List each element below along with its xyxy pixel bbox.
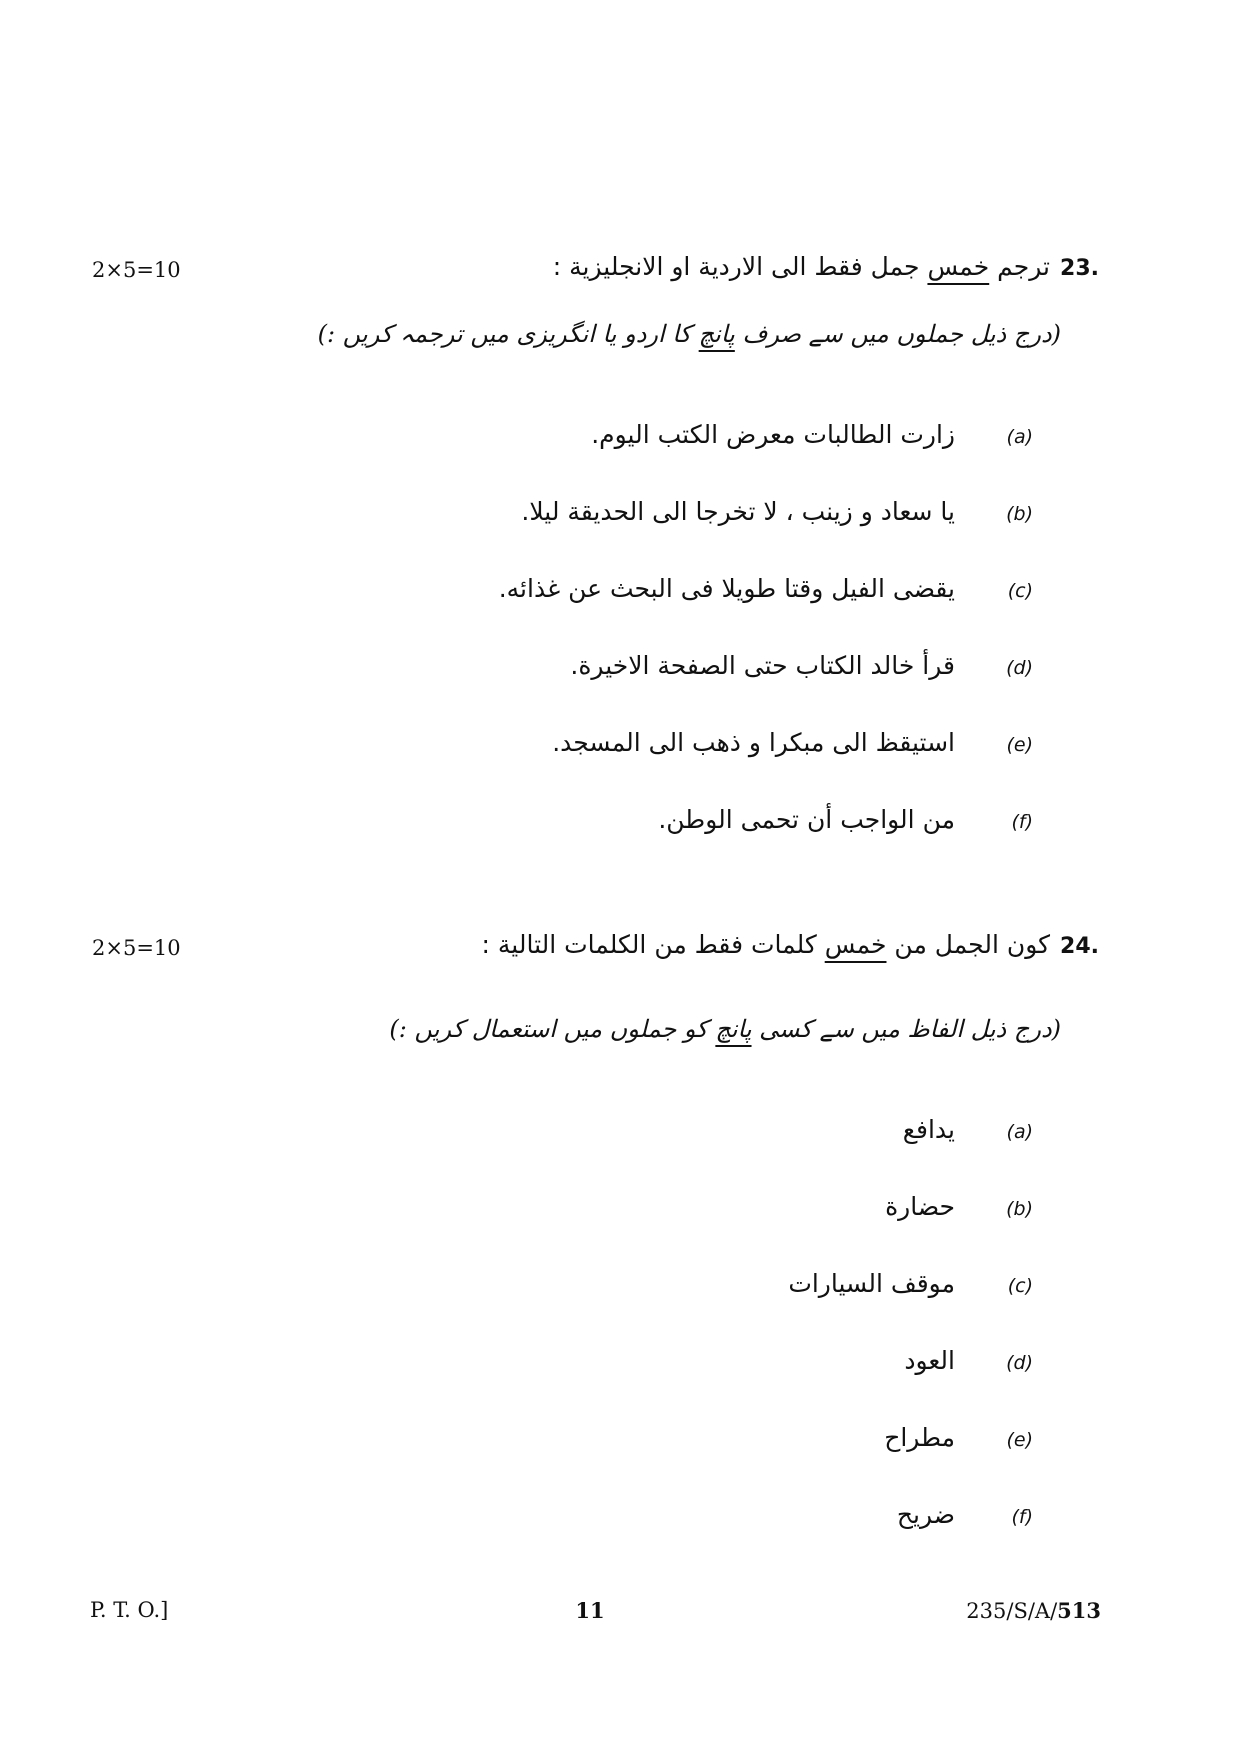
item-text: قرأ خالد الكتاب حتى الصفحة الاخيرة. (570, 651, 955, 680)
q24-item-a (903, 1115, 1033, 1144)
q24-number: 24. (1060, 934, 1099, 959)
item-label: (d) (1006, 1352, 1033, 1374)
item-text: يدافع (902, 1115, 955, 1144)
item-text: يا سعاد و زينب ، لا تخرجا الى الحديقة ليلا. (521, 497, 955, 526)
q24-header (482, 930, 1099, 959)
item-text: مطراح (884, 1423, 955, 1452)
q24-instruction-urdu: (درج ذیل الفاظ میں سے کسی پانچ کو جملوں میں استعمال کریں :) (389, 1015, 1061, 1043)
q23-item-a (591, 420, 1033, 449)
item-text: حضارة (885, 1192, 955, 1221)
q23-item-d (570, 651, 1033, 680)
q24-instruction-arabic: كون الجمل من خمس كلمات فقط من الكلمات التالية : (481, 930, 1051, 959)
item-label: (c) (1007, 1275, 1033, 1297)
item-label: (e) (1006, 1429, 1033, 1451)
footer-paper-code: 235/S/A/513 (966, 1598, 1101, 1623)
item-text: موقف السيارات (788, 1269, 955, 1298)
item-text: زارت الطالبات معرض الكتب اليوم. (591, 420, 955, 449)
q24-marks: 2×5=10 (92, 936, 181, 960)
q23-item-b (521, 497, 1033, 526)
q23-instruction-urdu: (درج ذیل جملوں میں سے صرف پانچ کا اردو یا انگریزی میں ترجمہ کریں :) (317, 320, 1061, 348)
q23-instruction-arabic: ترجم خمس جمل فقط الى الاردية او الانجليزية : (552, 252, 1051, 281)
q23-item-c (499, 574, 1033, 603)
item-text: يقضى الفيل وقتا طويلا فى البحث عن غذائه. (498, 574, 955, 603)
item-label: (b) (1006, 1198, 1033, 1220)
item-label: (a) (1006, 426, 1033, 448)
q23-header (553, 252, 1099, 281)
item-label: (f) (1011, 1506, 1033, 1528)
item-label: (a) (1006, 1121, 1033, 1143)
q24-item-e (884, 1423, 1033, 1452)
q23-item-f (658, 805, 1033, 834)
q24-item-b (885, 1192, 1033, 1221)
item-label: (c) (1007, 580, 1033, 602)
footer-page-number: 11 (575, 1598, 605, 1623)
item-label: (b) (1006, 503, 1033, 525)
item-text: ضريح (896, 1500, 955, 1529)
q24-item-d (904, 1346, 1033, 1375)
item-label: (d) (1006, 657, 1033, 679)
item-label: (e) (1006, 734, 1033, 756)
q23-underlined-word: خمس (927, 252, 990, 281)
item-text: من الواجب أن تحمى الوطن. (658, 805, 955, 834)
item-text: العود (904, 1346, 955, 1375)
item-text: استيقظ الى مبكرا و ذهب الى المسجد. (552, 728, 955, 757)
footer-pto: P. T. O.] (90, 1598, 169, 1622)
q23-marks: 2×5=10 (92, 258, 181, 282)
item-label: (f) (1011, 811, 1033, 833)
q24-item-f (897, 1500, 1033, 1529)
q23-item-e (552, 728, 1033, 757)
q24-underlined-word: خمس (824, 930, 887, 959)
q23-number: 23. (1060, 256, 1099, 281)
q24-item-c (788, 1269, 1033, 1298)
